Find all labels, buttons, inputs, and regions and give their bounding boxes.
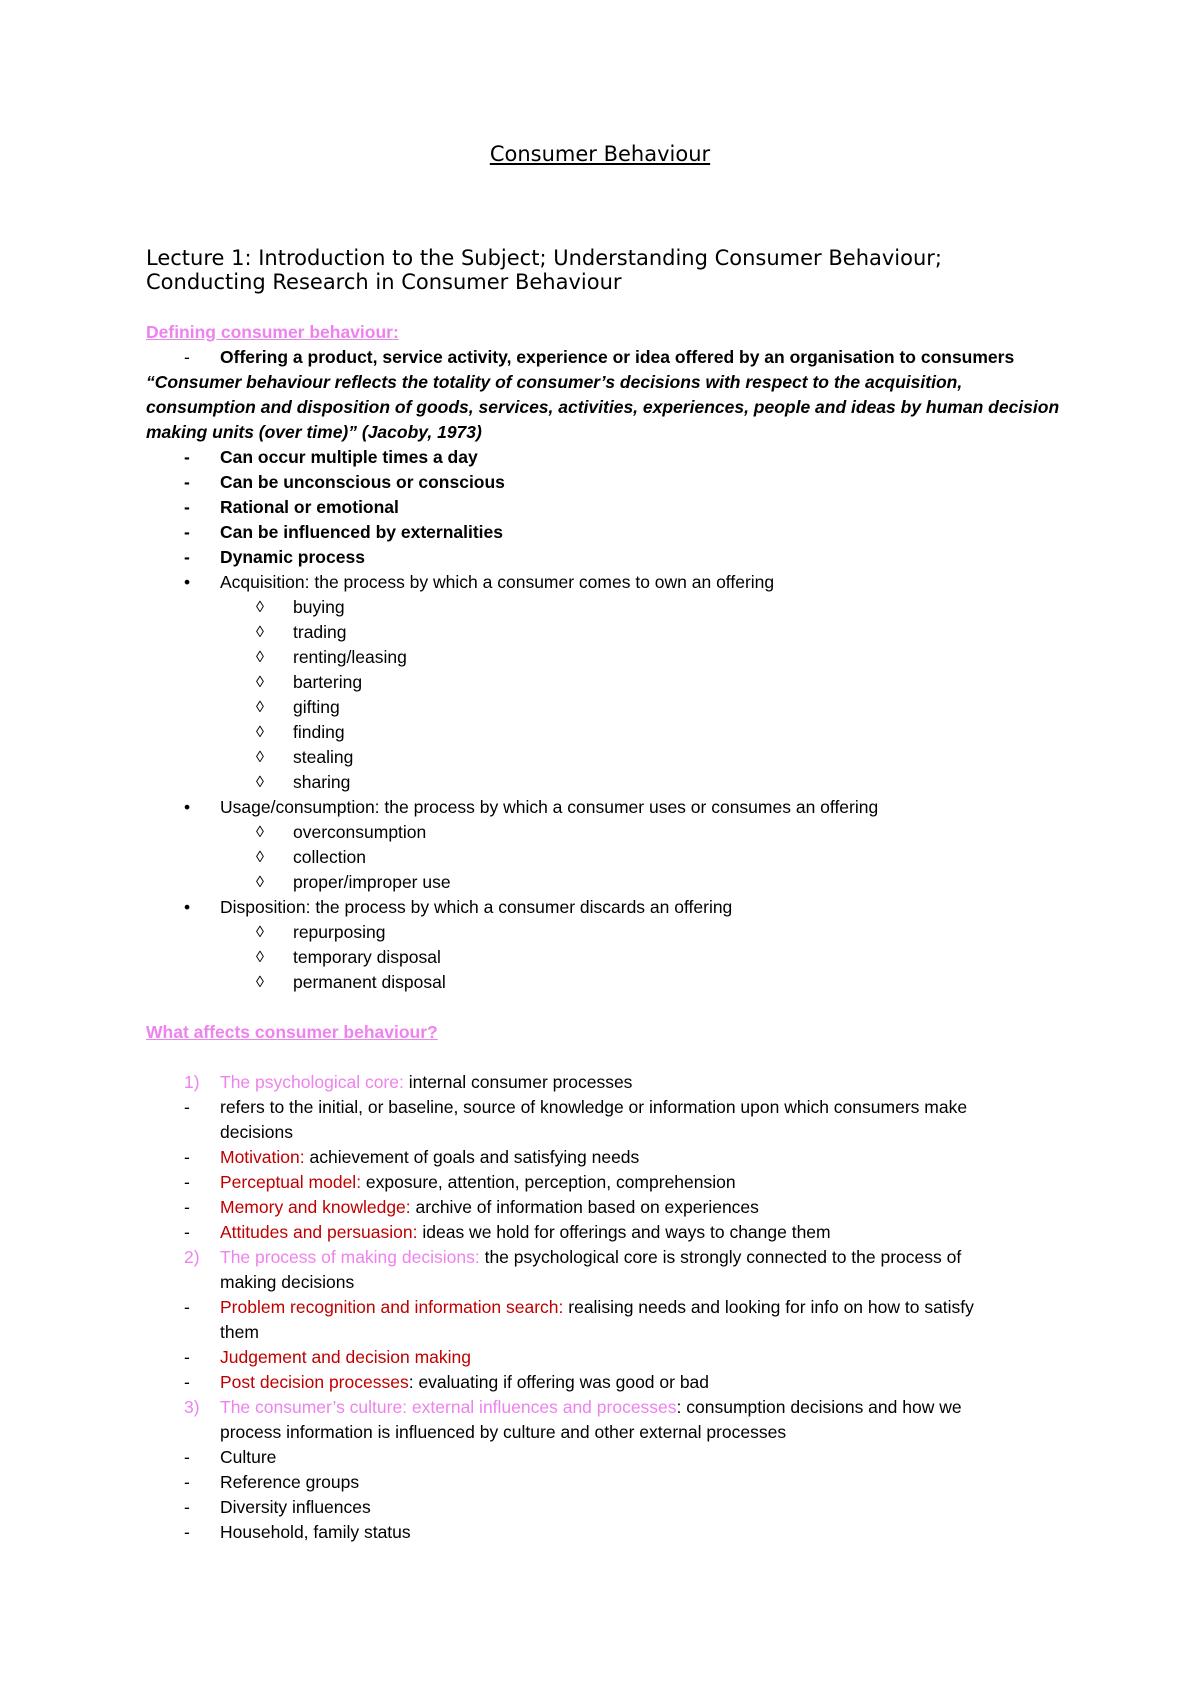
list-item: - Problem recognition and information search: realising needs and looking for info on how to satisfy — [184, 1297, 974, 1317]
list-item: - Can occur multiple times a day — [184, 447, 478, 467]
numbered-item-1: 1) The psychological core: internal consumer processes — [184, 1072, 633, 1092]
list-item: - Culture — [184, 1447, 277, 1467]
sub-item: ◊ stealing — [256, 747, 354, 767]
list-item: - Household, family status — [184, 1522, 411, 1542]
quote-line: “Consumer behaviour reflects the totality of consumer’s decisions with respect to the acquisition, — [146, 372, 963, 392]
list-item: - Reference groups — [184, 1472, 360, 1492]
section-heading-defining: Defining consumer behaviour: — [146, 322, 399, 342]
list-item: - Diversity influences — [184, 1497, 371, 1517]
document-title: Consumer Behaviour — [489, 142, 711, 166]
list-item: - Judgement and decision making — [184, 1347, 471, 1367]
sub-item: ◊ trading — [256, 622, 347, 642]
list-item: - Can be unconscious or conscious — [184, 472, 505, 492]
sub-item: ◊ bartering — [256, 672, 363, 692]
list-item: - Can be influenced by externalities — [184, 522, 503, 542]
sub-item: ◊ gifting — [256, 697, 340, 717]
sub-item: ◊ renting/leasing — [256, 647, 407, 667]
list-item: - Perceptual model: exposure, attention, perception, comprehension — [184, 1172, 736, 1192]
list-item: - Rational or emotional — [184, 497, 399, 517]
sub-item: ◊ temporary disposal — [256, 947, 441, 967]
sub-item: ◊ proper/improper use — [256, 872, 451, 892]
sub-item: ◊ buying — [256, 597, 345, 617]
section-heading-affects: What affects consumer behaviour? — [146, 1022, 438, 1042]
list-item-continuation: them — [220, 1322, 259, 1342]
sub-item: ◊ sharing — [256, 772, 351, 792]
lecture-heading — [146, 246, 1066, 294]
quote-line: making units (over time)” (Jacoby, 1973) — [146, 422, 482, 442]
sub-item: ◊ collection — [256, 847, 366, 867]
list-item: - Post decision processes: evaluating if offering was good or bad — [184, 1372, 710, 1392]
bullet-usage: • Usage/consumption: the process by which a consumer uses or consumes an offering — [184, 797, 879, 817]
sub-item: ◊ overconsumption — [256, 822, 427, 842]
sub-item: ◊ repurposing — [256, 922, 386, 942]
list-item: - Motivation: achievement of goals and satisfying needs — [184, 1147, 640, 1167]
list-item: - Offering a product, service activity, experience or idea offered by an organisation to consumers — [184, 347, 1015, 367]
quote-line: consumption and disposition of goods, services, activities, experiences, people and ideas by human decision — [146, 397, 1060, 417]
list-item: - Attitudes and persuasion: ideas we hold for offerings and ways to change them — [184, 1222, 831, 1242]
numbered-item-3: 3) The consumer’s culture: external influences and processes: consumption decisions and how we — [184, 1397, 962, 1417]
list-item: - Dynamic process — [184, 547, 365, 567]
list-item-continuation: process information is influenced by culture and other external processes — [220, 1422, 787, 1442]
sub-item: ◊ permanent disposal — [256, 972, 446, 992]
list-item-continuation: decisions — [220, 1122, 293, 1142]
lecture-heading-line-2: Conducting Research in Consumer Behaviour — [146, 270, 622, 294]
list-item: - Memory and knowledge: archive of information based on experiences — [184, 1197, 759, 1217]
bullet-acquisition: • Acquisition: the process by which a consumer comes to own an offering — [184, 572, 775, 592]
lecture-heading-line-1: Lecture 1: Introduction to the Subject; Understanding Consumer Behaviour; — [146, 246, 943, 270]
list-item-continuation: making decisions — [220, 1272, 355, 1292]
bullet-disposition: • Disposition: the process by which a consumer discards an offering — [184, 897, 733, 917]
list-item: - refers to the initial, or baseline, source of knowledge or information upon which consumers make — [184, 1097, 968, 1117]
document-body — [146, 320, 1066, 1545]
sub-item: ◊ finding — [256, 722, 345, 742]
numbered-item-2: 2) The process of making decisions: the psychological core is strongly connected to the process of — [184, 1247, 962, 1267]
